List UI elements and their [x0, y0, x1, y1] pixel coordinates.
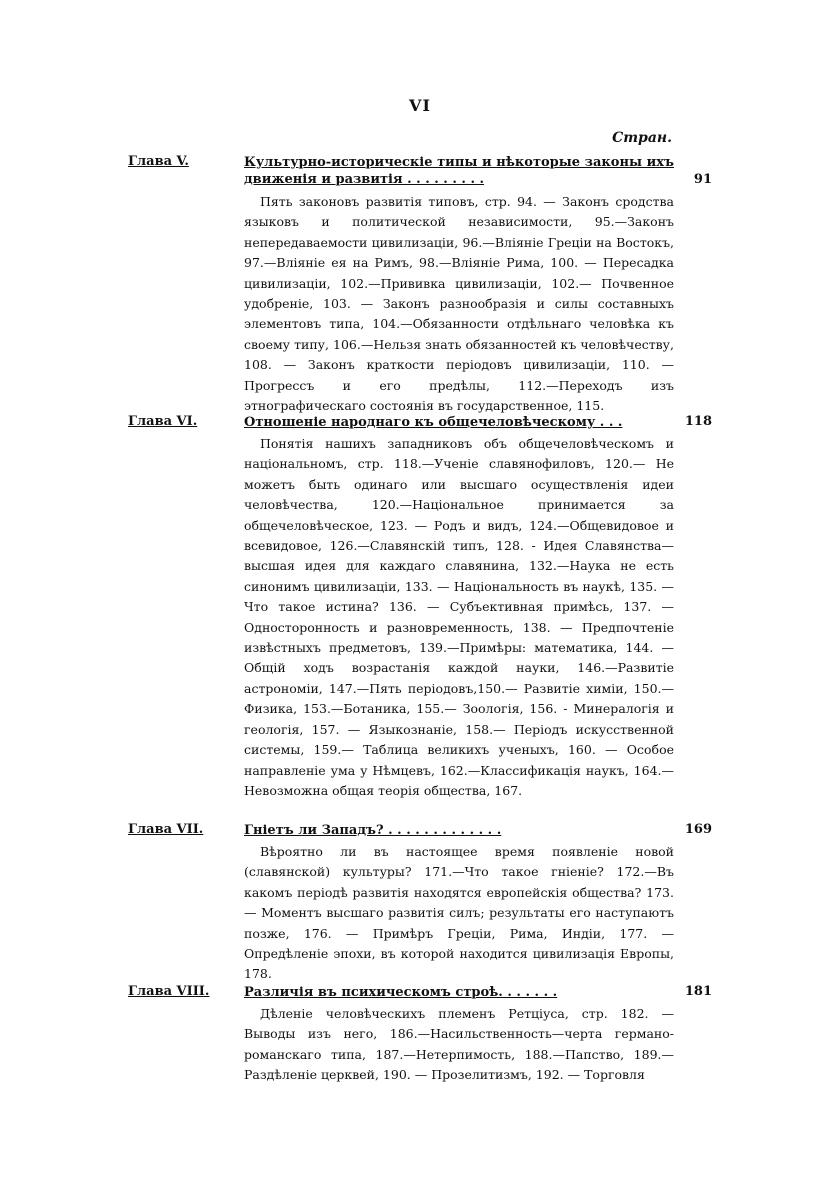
- chapter-label: Глава V.: [128, 154, 189, 169]
- chapter-title: Отношеніе народнаго къ общечеловѣческому . . .: [244, 415, 623, 430]
- chapter-title: Гніетъ ли Западъ? . . . . . . . . . . . . .: [244, 823, 502, 838]
- chapter-summary: Понятія нашихъ западниковъ объ общечеловѣческомъ и національномъ, стр. 118.—Ученіе славянофиловъ, 120.— Не можетъ быть одинаго или высшаго осуществленія идеи человѣчества, 120.—Національное принимается за общечеловѣческое, 123. — Родъ и видъ, 124.—Общевидовое и всевидовое, 126.—Славянскій типъ, 128. - Идея Славянства— высшая идея для каждаго славянина, 132.—Наука не есть синонимъ цивилизаціи, 133. — Національность въ наукѣ, 135. — Что такое истина? 136. — Субъективная примѣсь, 137. — Односторонность и разновременность, 138. — Предпочтеніе извѣстныхъ предметовъ, 139.—Примѣры: математика, 144. — Общій ходъ возрастанія каждой науки, 146.—Развитіе астрономіи, 147.—Пять періодовъ,150.— Развитіе химіи, 150.—Физика, 153.—Ботаника, 155.— Зоологія, 156. - Минералогія и геологія, 157. — Языкознаніе, 158.— Періодъ искусственной системы, 159.— Таблица великихъ ученыхъ, 160. — Особое направленіе ума у Нѣмцевъ, 162.—Классификація наукъ, 164.—Невозможна общая теорія общества, 167.: [244, 436, 674, 798]
- chapter-summary: Пять законовъ развитія типовъ, стр. 94. — Законъ сродства языковъ и политической независимости, 95.—Законъ непередаваемости цивилизаціи, 96.—Вліяніе Греціи на Востокъ, 97.—Вліяніе ея на Римъ, 98.—Вліяніе Рима, 100. — Пересадка цивилизаціи, 102.—Прививка цивилизаціи, 102.— Почвенное удобреніе, 103. — Законъ разнообразія и силы составныхъ элементовъ типа, 104.—Обязанности отдѣльнаго человѣка къ своему типу, 106.—Нельзя знать обязанностей къ человѣчеству, 108. — Законъ краткости періодовъ цивилизаціи, 110. — Прогрессъ и его предѣлы, 112.—Переходъ изъ этнографическаго состоянія въ государственное, 115.: [244, 194, 674, 414]
- chapter-page: 91: [693, 172, 712, 187]
- chapter-label: Глава VIII.: [128, 984, 210, 999]
- chapter-page: 118: [684, 414, 712, 429]
- chapter-summary: Дѣленіе человѣческихъ племенъ Ретціуса, стр. 182. — Выводы изъ него, 186.—Насильственность—черта германо-романскаго типа, 187.—Нетерпимость, 188.—Папство, 189.— Раздѣленіе церквей, 190. — Прозелитизмъ, 192. — Торговля: [244, 1006, 674, 1083]
- chapter-label: Глава VII.: [128, 822, 204, 837]
- chapter-title: Различія въ психическомъ строѣ. . . . . . .: [244, 985, 558, 1000]
- page-column-header: Стран.: [612, 130, 672, 146]
- chapter-summary: Вѣроятно ли въ настоящее время появленіе новой (славянской) культуры? 171.—Что такое гніеніе? 172.—Въ какомъ періодѣ развитія находятся европейскія общества? 173. — Моментъ высшаго развитія силъ; результаты его наступаютъ позже, 176. — Примѣръ Греціи, Рима, Индіи, 177. — Опредѣленіе эпохи, въ которой находится цивилизація Европы, 178.: [244, 844, 674, 982]
- chapter-page: 181: [684, 984, 712, 999]
- chapter-page: 169: [684, 822, 712, 837]
- chapter-label: Глава VI.: [128, 414, 198, 429]
- page-number: VI: [409, 96, 431, 115]
- chapter-title: Культурно-историческіе типы и нѣкоторые законы ихъ движенія и развитія . . . . . . . . .: [244, 155, 674, 187]
